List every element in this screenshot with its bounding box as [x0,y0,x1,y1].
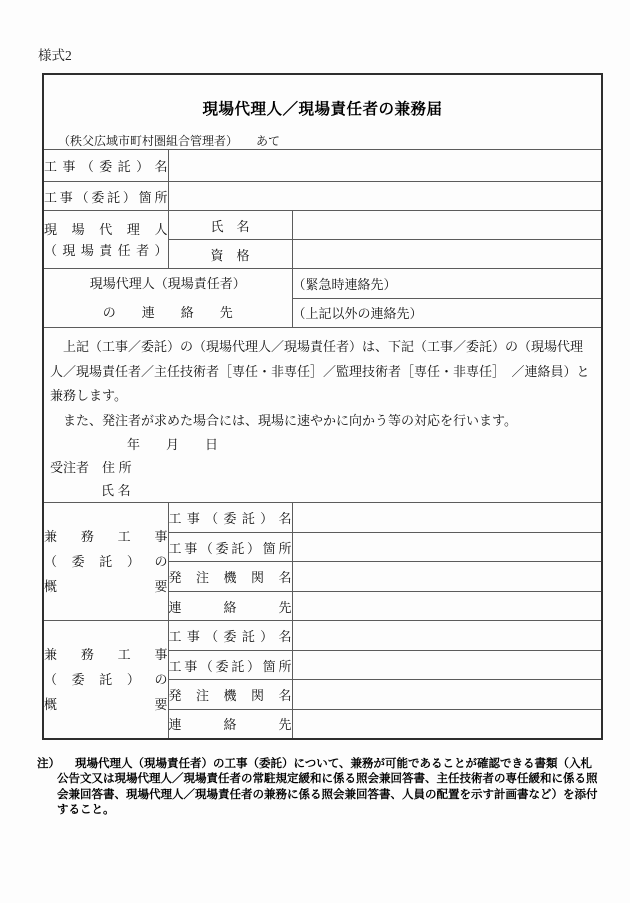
group-1-section-label-line3: 概要 [44,579,168,594]
group-1-ordering-agency-label-cell: 発注機関名 [168,562,292,592]
group-2-project-location-value-cell [292,651,602,680]
contact-label-cell [43,269,292,328]
group-1-project-location-value-cell [292,533,602,562]
footnote-line: 公告文又は現場代理人／現場責任者の常駐規定緩和に係る照会兼回答書、主任技術者の専任緩和に係る照 [57,773,598,786]
form-code-stamp: 様式2 [38,48,72,63]
statement-line: 上記（工事／委託）の（現場代理人／現場責任者）は、下記（工事／委託）の（現場代理 [50,339,584,354]
project-location-label-cell: 工事（委託）箇所 [43,182,168,211]
statement-line: 兼務します。 [50,388,127,403]
site-agent-label-cell [43,211,168,269]
form-header-cell [43,74,602,150]
group-2-section-label-line1: 兼務工事 [44,646,168,662]
footnote-line: 会兼回答書、現場代理人／現場責任者の兼務に係る照会兼回答書、人員の配置を示す計画書など）を添付 [57,788,598,801]
statement-line: また、発注者が求めた場合には、現場に速やかに向かう等の対応を行います。 [50,412,517,428]
group-1-project-name-label-cell: 工事（委託）名 [168,503,292,533]
contact-emergency-cell: （緊急時連絡先） [292,269,602,299]
site-agent-label-line2: （現場責任者） [44,242,168,258]
group-1-project-name-value-cell [292,503,602,533]
group-2-project-name-value-cell [292,621,602,651]
name-label-cell: 氏 名 [168,211,292,240]
group-1-project-location-label-cell: 工事（委託）箇所 [168,533,292,562]
footnote [0,757,606,818]
group-2-ordering-agency-label-cell: 発注機関名 [168,680,292,710]
form-table [42,73,603,740]
name-value-cell [292,211,602,240]
group-1-section-label-cell [43,503,168,621]
date-line: 年 月 日 [127,437,219,452]
contact-label-line1: 現場代理人（現場責任者） [89,276,246,291]
qualification-value-cell [292,240,602,269]
footnote-line-text: 現場代理人（現場責任者）の工事（委託）について、兼務が可能であることが確認できる書類（入札 [75,758,593,770]
group-2-section-label-line2: （委託）の [44,671,168,687]
statement-line: 人／現場責任者／主任技術者［専任・非専任］／監理技術者［専任・非専任］ ／連絡員）と [50,363,590,379]
project-location-value-cell [168,182,602,211]
statement-cell [43,328,602,503]
footnote-marker: 注） [37,758,60,770]
contact-other-cell: （上記以外の連絡先） [292,298,602,328]
contractor-address-line: 受注者 住 所 [50,460,132,475]
group-2-ordering-agency-value-cell [292,680,602,710]
contact-label-line2: の 連 絡 先 [102,305,233,320]
group-1-contact-label-cell: 連絡先 [168,592,292,621]
project-name-label-cell: 工事（委託）名 [43,150,168,182]
group-1-section-label-line2: （委託）の [44,554,168,569]
site-agent-label-line1: 現場代理人 [44,221,168,237]
contractor-name-line: 氏 名 [101,483,131,498]
addressee-line: （秩父広域市町村圏組合管理者） あて [58,134,281,148]
footnote-line: すること。 [57,803,115,816]
group-2-section-label-line3: 概要 [44,696,168,712]
project-name-value-cell [168,150,602,182]
group-1-section-label-line1: 兼務工事 [44,529,168,544]
group-2-project-name-label-cell: 工事（委託）名 [168,621,292,651]
footnote-line [0,757,606,772]
group-1-ordering-agency-value-cell [292,562,602,592]
form-title: 現場代理人／現場責任者の兼務届 [202,101,443,118]
group-2-contact-label-cell: 連絡先 [168,710,292,739]
group-1-contact-value-cell [292,592,602,621]
group-2-section-label-cell [43,621,168,739]
group-2-project-location-label-cell: 工事（委託）箇所 [168,651,292,680]
group-2-contact-value-cell [292,710,602,739]
qualification-label-cell: 資 格 [168,240,292,269]
